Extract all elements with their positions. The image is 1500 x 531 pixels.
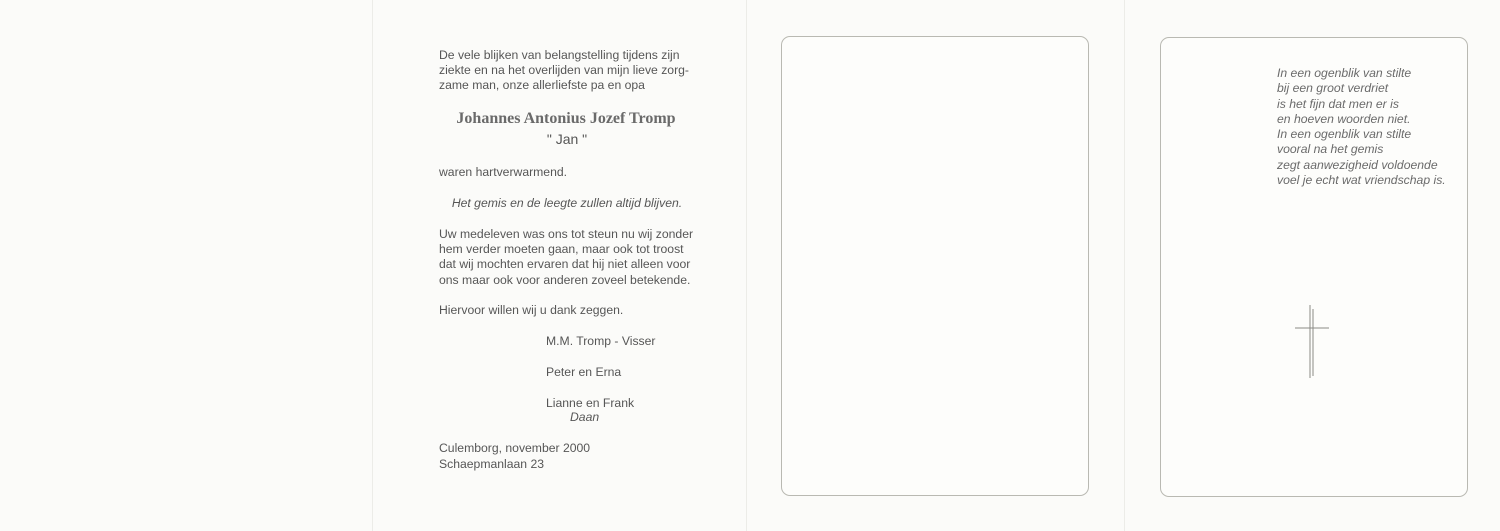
- thanks-text: Hiervoor willen wij u dank zeggen.: [439, 303, 624, 317]
- place-date: Culemborg, november 2000: [439, 441, 591, 455]
- deceased-name: Johannes Antonius Jozef Tromp: [456, 110, 676, 127]
- motto: Het gemis en de leegte zullen altijd blijven.: [451, 196, 683, 210]
- intro-text: [439, 48, 701, 94]
- warming-text: waren hartverwarmend.: [439, 165, 568, 179]
- poem-line: In een ogenblik van stilte: [1277, 66, 1412, 80]
- fold-line-left: [372, 0, 373, 531]
- poem-line: en hoeven woorden niet.: [1277, 111, 1411, 126]
- intro-line: zame man, onze allerliefste pa en opa: [439, 78, 645, 93]
- intro-line: De vele blijken van belangstelling tijdens zijn: [439, 48, 680, 62]
- intro-line: ziekte en na het overlijden van mijn lieve zorg-: [439, 63, 689, 78]
- poem: [1277, 66, 1446, 188]
- poem-line: voel je echt wat vriendschap is.: [1277, 173, 1446, 188]
- gratitude-paragraph: [439, 227, 701, 288]
- poem-line: In een ogenblik van stilte: [1277, 127, 1412, 142]
- poem-line: vooral na het gemis: [1277, 142, 1384, 157]
- paragraph-line: ons maar ook voor anderen zoveel betekende.: [439, 272, 691, 287]
- paragraph-line: hem verder moeten gaan, maar ook tot troost: [439, 242, 684, 257]
- nickname: " Jan ": [546, 131, 588, 147]
- poem-line: bij een groot verdriet: [1277, 81, 1389, 96]
- cross-icon: [1294, 305, 1330, 379]
- signer-widow: M.M. Tromp - Visser: [546, 334, 656, 348]
- paragraph-line: Uw medeleven was ons tot steun nu wij zonder: [439, 227, 694, 241]
- signer-grandchild: Daan: [570, 410, 600, 424]
- signer-family-1: Peter en Erna: [546, 365, 622, 379]
- signer-family-2: Lianne en Frank: [546, 396, 635, 410]
- paragraph-line: dat wij mochten ervaren dat hij niet alleen voor: [439, 257, 691, 272]
- address: Schaepmanlaan 23: [439, 457, 545, 471]
- poem-line: is het fijn dat men er is: [1277, 96, 1399, 111]
- fold-line-middle: [746, 0, 747, 531]
- poem-line: zegt aanwezigheid voldoende: [1277, 157, 1438, 172]
- fold-line-right: [1124, 0, 1125, 531]
- photo-frame: [781, 36, 1089, 496]
